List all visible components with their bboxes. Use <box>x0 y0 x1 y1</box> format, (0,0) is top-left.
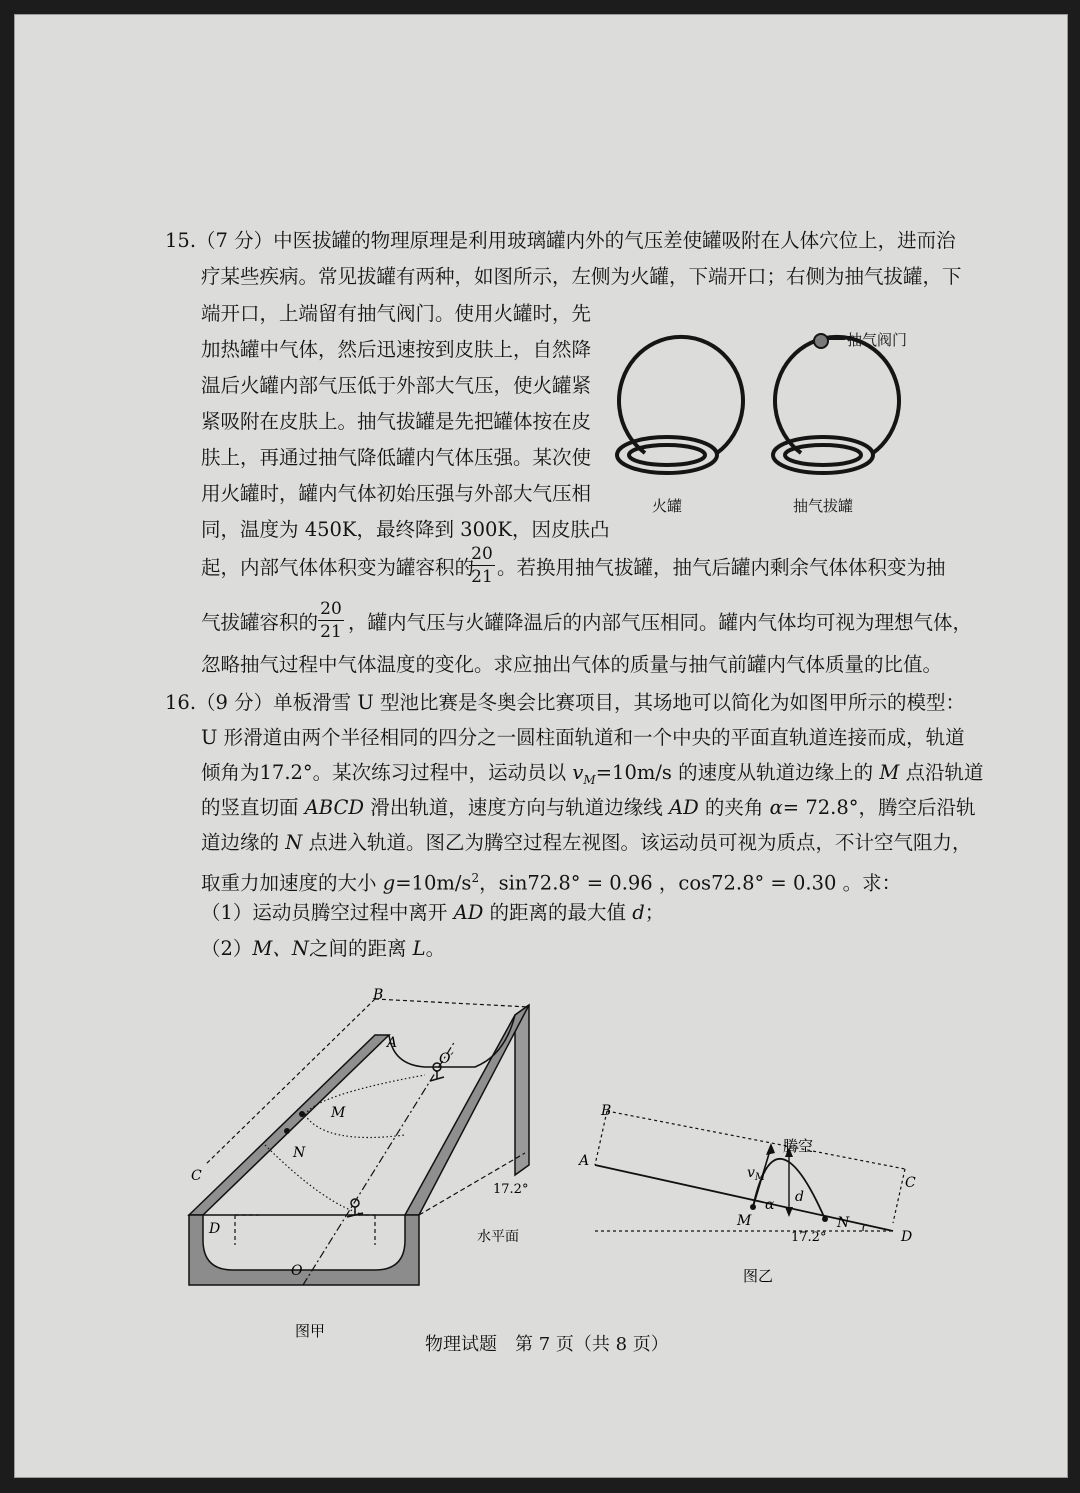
label-o-prime: O′ <box>439 1051 454 1067</box>
q15-line4: 加热罐中气体，然后迅速按到皮肤上，自然降 <box>201 338 592 361</box>
label-alpha: α <box>765 1197 775 1213</box>
q15-line9: 同，温度为 450K，最终降到 300K，因皮肤凸 <box>201 518 610 541</box>
q15-score: （7 分） <box>196 229 274 252</box>
q15-line3: 端开口，上端留有抽气阀门。使用火罐时，先 <box>201 302 592 325</box>
q15-line11b: ，罐内气压与火罐降温后的内部气压相同。罐内气体均可视为理想气体， <box>348 611 973 634</box>
slope-angle-label: 17.2° <box>791 1230 827 1245</box>
point-m-dot <box>750 1204 756 1210</box>
figure-a-halfpipe <box>175 975 555 1340</box>
q15-line10b: 。若换用抽气拔罐，抽气后罐内剩余气体体积变为抽 <box>497 556 946 579</box>
q15-line11a: 气拔罐容积的 <box>201 611 319 634</box>
q15-line10a: 起，内部气体体积变为罐容积的 <box>201 556 475 579</box>
q16-line3: 倾角为17.2°。某次练习过程中，运动员以 $v_M=10m/s$ 的速度从轨道边缘上的 M 点沿轨道 <box>201 761 984 787</box>
label-d: D <box>901 1229 913 1245</box>
label-vm: $v_M$ <box>747 1165 766 1183</box>
label-a: A <box>387 1035 398 1051</box>
halfpipe-dashed-lines <box>205 999 529 1245</box>
point-m-dot <box>299 1111 305 1117</box>
velocity-arrowhead <box>766 1143 775 1155</box>
label-n: N <box>837 1215 850 1231</box>
pump-cup-label: 抽气拔罐 <box>792 497 854 515</box>
q15-fraction-1: $\frac{20}{21}$ <box>469 543 495 588</box>
q16-score: （9 分） <box>196 691 274 714</box>
q16-line6: 取重力加速度的大小 $g=10m/s^2$，sin72.8° = 0.96 ，cos72.8° = 0.30 。求： <box>201 871 902 895</box>
q16-line2: U 形滑道由两个半径相同的四分之一圆柱面轨道和一个中央的平面直轨道连接而成，轨道 <box>201 726 965 749</box>
page-footer: 物理试题 第 7 页（共 8 页） <box>425 1334 669 1355</box>
q15-line6: 紧吸附在皮肤上。抽气拔罐是先把罐体按在皮 <box>201 410 592 433</box>
q15-fraction-2: $\frac{20}{21}$ <box>318 598 344 643</box>
q16-number: 16.（9 分）单板滑雪 U 型池比赛是冬奥会比赛项目，其场地可以简化为如图甲所示的模型： <box>165 691 965 714</box>
cupping-figure <box>595 305 955 515</box>
fire-cup-label: 火罐 <box>651 497 683 515</box>
label-a: A <box>579 1153 590 1169</box>
pump-cup-drawing <box>773 337 899 473</box>
q16-subquestion-1: （1）运动员腾空过程中离开 AD 的距离的最大值 d； <box>201 901 665 924</box>
valve-label: 抽气阀门 <box>847 331 908 349</box>
label-b: B <box>601 1103 612 1119</box>
halfpipe-center-axis <box>303 1041 455 1285</box>
label-c: C <box>191 1168 202 1184</box>
fire-cup-drawing <box>617 337 743 473</box>
figure-b-side-view <box>575 1085 935 1285</box>
q15-line12: 忽略抽气过程中气体温度的变化。求应抽出气体的质量与抽气前罐内气体质量的比值。 <box>201 653 943 676</box>
q15-line2: 疗某些疾病。常见拔罐有两种，如图所示，左侧为火罐，下端开口；右侧为抽气拔罐，下 <box>201 265 962 288</box>
valve-icon <box>814 334 828 348</box>
point-n-dot <box>822 1216 828 1222</box>
label-b: B <box>373 987 384 1003</box>
label-m: M <box>737 1213 752 1229</box>
figure-b-caption: 图乙 <box>743 1267 774 1285</box>
label-m: M <box>331 1105 346 1121</box>
q16-subquestion-2: （2）M、N之间的距离 L。 <box>201 937 446 960</box>
exam-page <box>14 14 1068 1478</box>
label-d-distance: d <box>795 1189 804 1205</box>
q16-line1: 单板滑雪 U 型池比赛是冬奥会比赛项目，其场地可以简化为如图甲所示的模型： <box>273 691 965 714</box>
figure-a-caption: 图甲 <box>295 1322 326 1340</box>
halfpipe-dotted-lines <box>265 1075 425 1215</box>
label-d: D <box>209 1221 221 1237</box>
angle-label: 17.2° <box>493 1182 529 1197</box>
q16-line5: 道边缘的 N 点进入轨道。图乙为腾空过程左视图。该运动员可视为质点，不计空气阻力， <box>201 831 972 854</box>
label-n: N <box>293 1145 306 1161</box>
q15-line5: 温后火罐内部气压低于外部大气压，使火罐紧 <box>201 374 592 397</box>
distance-d-arrowhead-bottom <box>785 1207 793 1217</box>
q15-number: 15.（7 分）中医拔罐的物理原理是利用玻璃罐内外的气压差使罐吸附在人体穴位上，进而治 <box>165 229 956 252</box>
horizontal-plane-label: 水平面 <box>477 1229 519 1245</box>
label-c: C <box>905 1175 916 1191</box>
q16-line4: 的竖直切面 ABCD 滑出轨道，速度方向与轨道边缘线 AD 的夹角 α= 72.8°，腾空后沿轨 <box>201 796 976 819</box>
label-o: O <box>291 1263 303 1279</box>
label-airborne: 腾空 <box>783 1137 814 1155</box>
q15-line7: 肤上，再通过抽气降低罐内气体压强。某次使 <box>201 446 592 469</box>
q15-line8: 用火罐时，罐内气体初始压强与外部大气压相 <box>201 482 592 505</box>
q15-line1: 中医拔罐的物理原理是利用玻璃罐内外的气压差使罐吸附在人体穴位上，进而治 <box>273 229 956 252</box>
point-n-dot <box>284 1128 290 1134</box>
